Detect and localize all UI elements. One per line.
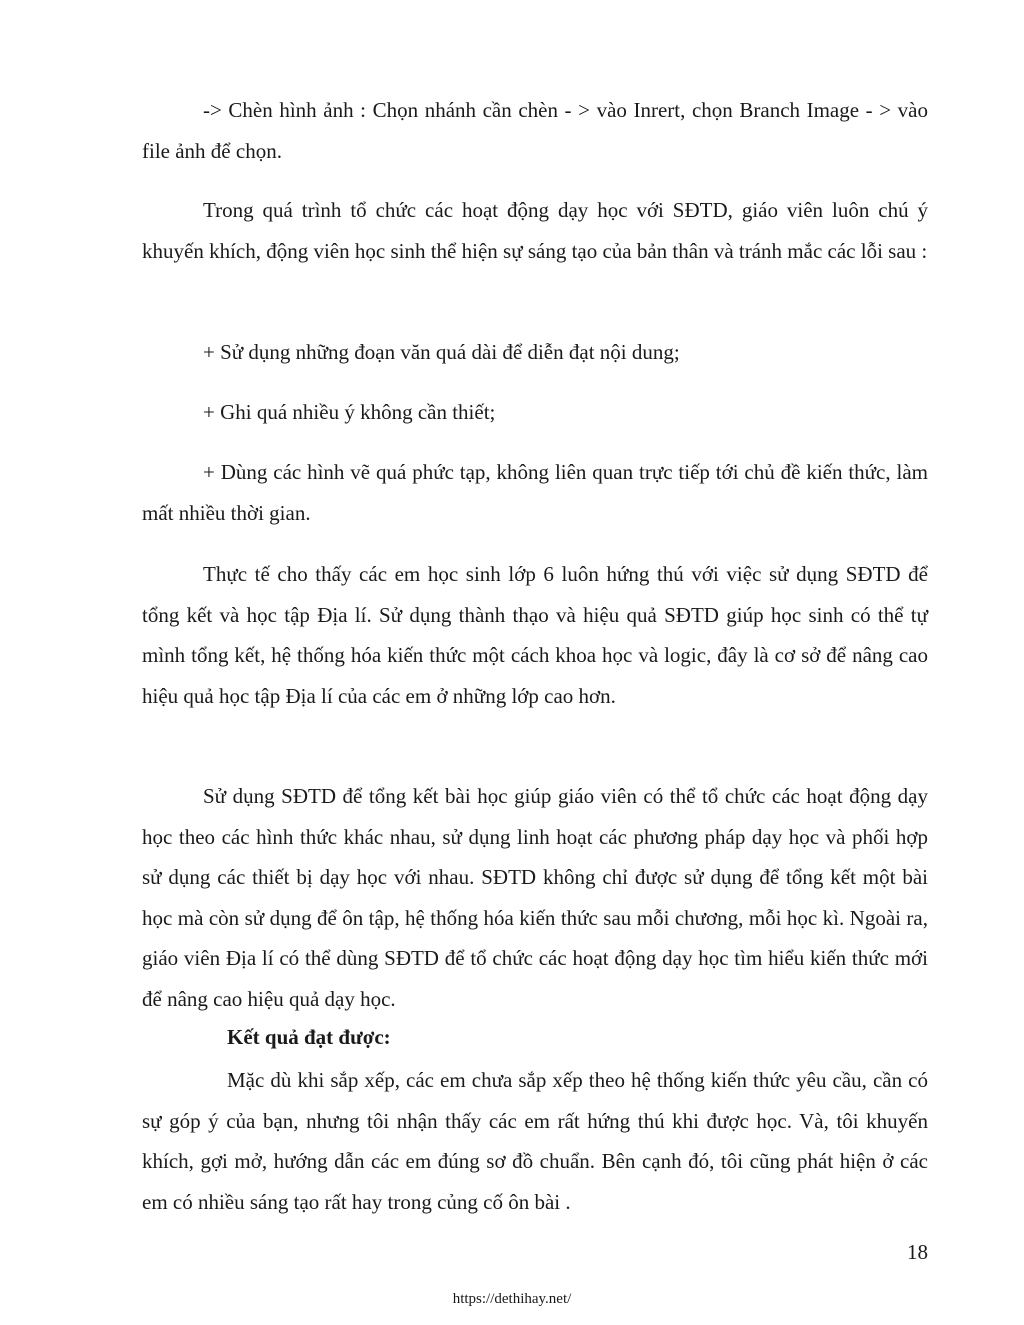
list-item-too-many-ideas: + Ghi quá nhiều ý không cần thiết; xyxy=(203,400,496,424)
list-item-long-text: + Sử dụng những đoạn văn quá dài để diễn đạt nội dung; xyxy=(203,340,680,364)
footer-url: https://dethihay.net/ xyxy=(452,1291,572,1307)
list-item-complex-drawings: + Dùng các hình vẽ quá phức tạp, không liên quan trực tiếp tới chủ đề kiến thức, làm mất nhiều thời gian. xyxy=(142,460,928,525)
page-number: 18 xyxy=(907,1240,928,1264)
paragraph-organization: Trong quá trình tổ chức các hoạt động dạy học với SĐTD, giáo viên luôn chú ý khuyến khích, động viên học sinh thể hiện sự sáng tạo của bản thân và tránh mắc các lỗi sau : xyxy=(142,198,928,263)
result-paragraph: Mặc dù khi sắp xếp, các em chưa sắp xếp theo hệ thống kiến thức yêu cầu, cần có sự góp ý của bạn, nhưng tôi nhận thấy các em rất hứng thú khi được học. Và, tôi khuyến khích, gợi mở, hướng dẫn các em đúng sơ đồ chuẩn. Bên cạnh đó, tôi cũng phát hiện ở các em có nhiều sáng tạo rất hay trong củng cố ôn bài . xyxy=(142,1068,928,1214)
result-heading: Kết quả đạt được: xyxy=(227,1025,391,1049)
paragraph-insert-image: -> Chèn hình ảnh : Chọn nhánh cần chèn - > vào Inrert, chọn Branch Image - > vào file ảnh để chọn. xyxy=(142,98,928,163)
paragraph-usage: Sử dụng SĐTD để tổng kết bài học giúp giáo viên có thể tổ chức các hoạt động dạy học theo các hình thức khác nhau, sử dụng linh hoạt các phương pháp dạy học và phối hợp sử dụng các thiết bị dạy học với nhau. SĐTD không chỉ được sử dụng để tổng kết một bài học mà còn sử dụng để ôn tập, hệ thống hóa kiến thức sau mỗi chương, mỗi học kì. Ngoài ra, giáo viên Địa lí có thể dùng SĐTD để tổ chức các hoạt động dạy học tìm hiểu kiến thức mới để nâng cao hiệu quả dạy học. xyxy=(142,784,928,1011)
paragraph-reality: Thực tế cho thấy các em học sinh lớp 6 luôn hứng thú với việc sử dụng SĐTD để tổng kết và học tập Địa lí. Sử dụng thành thạo và hiệu quả SĐTD giúp học sinh có thể tự mình tổng kết, hệ thống hóa kiến thức một cách khoa học và logic, đây là cơ sở để nâng cao hiệu quả học tập Địa lí của các em ở những lớp cao hơn. xyxy=(142,562,928,708)
